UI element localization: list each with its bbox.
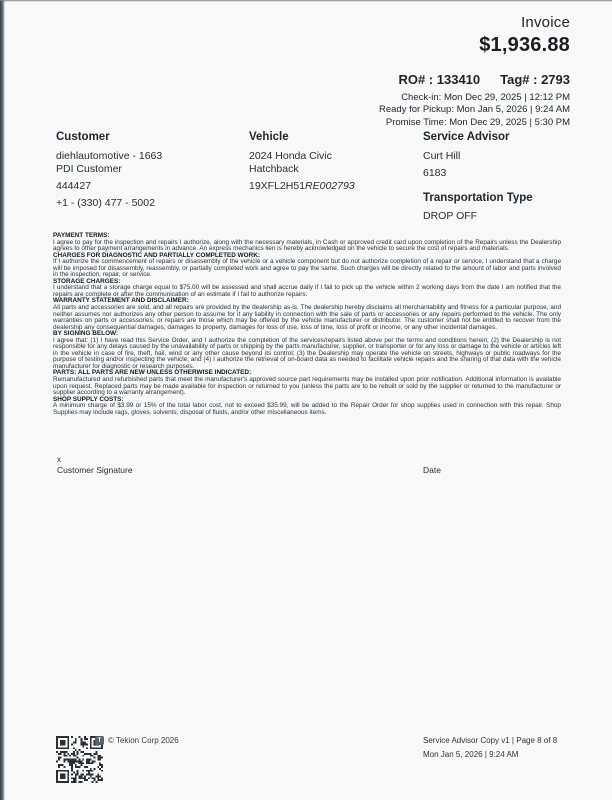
- terms-and-conditions: [53, 233, 561, 416]
- term-body: A minimum charge of $3.99 or 15% of the total labor cost, not to exceed $35.99, will be added to the Repair Order for shop supplies used in connection with this repair. Shop Supplies may include rags, gloves, solvents, disposal of fluids, and/or other miscellaneous items.: [53, 402, 561, 416]
- vin-italic-part: RE002793: [305, 180, 355, 192]
- vehicle-label: Vehicle: [249, 131, 289, 143]
- term-heading: PAYMENT TERMS:: [53, 232, 110, 239]
- checkin-time: Check-in: Mon Dec 29, 2025 | 12:12 PM: [401, 92, 570, 103]
- vehicle-vin: [249, 180, 414, 193]
- term-body: I agree that: (1) I have read this Service Order, and I authorize the completion of the services/repairs listed above per the terms and conditions herein; (2) the Dealership is not responsible for any delays caused by the unavailability of parts or shipping by the parts manufacturer, supplier, or transporter or for any loss or damage to the vehicle or articles left in the vehicle in case of fire, theft, hail, wind or any other cause beyond its control; (3) the Dealership may operate the vehicle on streets, highways or public roadways for the purpose of testing and/or inspecting the vehicle; and (4) I authorize the retrieval of on-board data as needed to facilitate vehicle repairs and the sharing of that data with the vehicle manufacturer for diagnostic or research purposes.: [53, 336, 561, 370]
- advisor-name: Curt Hill: [423, 150, 461, 162]
- scan-edge-top: [0, 0, 612, 2]
- term-by-signing-below: [53, 331, 561, 370]
- header-meta: [379, 92, 570, 129]
- term-heading: STORAGE CHARGES:: [53, 277, 121, 285]
- term-storage-charges: [53, 279, 561, 299]
- ro-number: RO# : 133410: [398, 72, 481, 87]
- term-body: I agree to pay for the inspection and repairs I authorize, along with the necessary materials, in Cash or approved credit card upon completion of the Repairs unless the Dealership agrees to other payment arrangements in advance. An express mechanics lien is hereby acknowledged on the vehicle to secure the cost of repairs and materials.: [53, 238, 561, 253]
- ro-tag-line: [379, 72, 570, 87]
- tekion-logo-icon: T: [95, 736, 104, 745]
- vehicle-trim: Hatchback: [249, 163, 299, 175]
- term-diagnostic-charges: [53, 253, 561, 279]
- print-timestamp: Mon Jan 5, 2026 | 9:24 AM: [423, 749, 519, 759]
- transportation-type-label: Transportation Type: [423, 192, 533, 204]
- customer-section: [56, 131, 236, 210]
- term-heading: PARTS: ALL PARTS ARE NEW UNLESS OTHERWISE INDICATED:: [53, 369, 252, 377]
- customer-signature-label: Customer Signature: [57, 465, 133, 475]
- copyright-text: © Tekion Corp 2026: [108, 736, 179, 745]
- scan-edge-left: [0, 0, 5, 800]
- signature-x-mark: x: [57, 455, 61, 464]
- ready-for-pickup-time: Ready for Pickup: Mon Jan 5, 2026 | 9:24 AM: [379, 104, 570, 116]
- customer-label: Customer: [56, 131, 110, 143]
- date-label: Date: [423, 465, 441, 475]
- term-heading: SHOP SUPPLY COSTS:: [53, 395, 124, 403]
- copy-version-page: Service Advisor Copy v1 | Page 8 of 8: [423, 736, 558, 745]
- advisor-id: 6183: [423, 167, 447, 179]
- invoice-header: [379, 14, 570, 129]
- term-parts: [53, 370, 561, 396]
- term-payment: [53, 233, 561, 253]
- vehicle-section: [249, 131, 414, 193]
- term-heading: WARRANTY STATEMENT AND DISCLAIMER:: [53, 297, 189, 305]
- invoice-total: $1,936.88: [479, 34, 570, 56]
- term-heading: BY SIGNING BELOW:: [53, 330, 119, 338]
- customer-phone: +1 - (330) 477 - 5002: [56, 197, 155, 209]
- tag-number: Tag# : 2793: [500, 72, 570, 87]
- brand-row: [95, 736, 179, 745]
- term-body: If I authorize the commencement of repairs or disassembly of the vehicle or a vehicle component but do not authorize completion of a repair or service, I understand that a charge will be imposed for disassembly, reassembly, or partially completed work and agree to pay the same. Such charges will be directly related to the amount of labor and parts involved in the inspection, repair, or service.: [53, 258, 561, 279]
- transportation-type-value: DROP OFF: [423, 210, 478, 222]
- doc-type-title: Invoice: [521, 14, 570, 31]
- vin-plain-part: 19XFL2H51: [249, 180, 306, 192]
- term-shop-supply-costs: [53, 397, 561, 417]
- term-body: All parts and accessories are sold, and all repairs are provided by the dealership as-is. The dealership hereby disclaims all merchantability and fitness for a particular purpose, and neither assumes nor authorizes any other person to assume for it any liability in connection with the sale of parts or accessories or any repairs performed to the vehicle. The only warranties on parts or accessories, or repairs are those which may be offered by the vehicle manufacturer or distributor. The customer shall not be entitled to recover from the dealership any consequential damages, damages to property, damages for loss of use, loss of time, loss of profit or income, or any other incidental damages.: [53, 304, 561, 331]
- term-body: Remanufactured and refurbished parts that meet the manufacturer's approved source part requirements may be installed upon prior notification. Additional information is available upon request. Replaced parts may be made available for inspection or returned to you (unless the parts are to be rebuilt or sold by the supplier or returned to the manufacturer or supplier according to a warranty arrangement).: [53, 376, 561, 397]
- customer-name: diehlautomotive - 1663: [56, 150, 163, 162]
- term-warranty-disclaimer: [53, 298, 561, 331]
- term-body: I understand that a storage charge equal to $75.00 will be assessed and shall accrue daily if I fail to pick up the vehicle within 2 working days from the date I am notified that the repairs are complete or after the communication of an estimate if I fail to authorize repairs.: [53, 284, 561, 298]
- service-advisor-label: Service Advisor: [423, 131, 510, 143]
- promise-time: Promise Time: Mon Dec 29, 2025 | 5:30 PM: [385, 116, 570, 128]
- footer-page-info: [423, 734, 557, 761]
- term-heading: CHARGES FOR DIAGNOSTIC AND PARTIALLY COMPLETED WORK:: [53, 251, 260, 259]
- customer-name2: PDI Customer: [56, 163, 122, 175]
- vehicle-model: 2024 Honda Civic: [249, 150, 332, 162]
- customer-account: 444427: [56, 180, 92, 192]
- service-advisor-section: [423, 131, 588, 223]
